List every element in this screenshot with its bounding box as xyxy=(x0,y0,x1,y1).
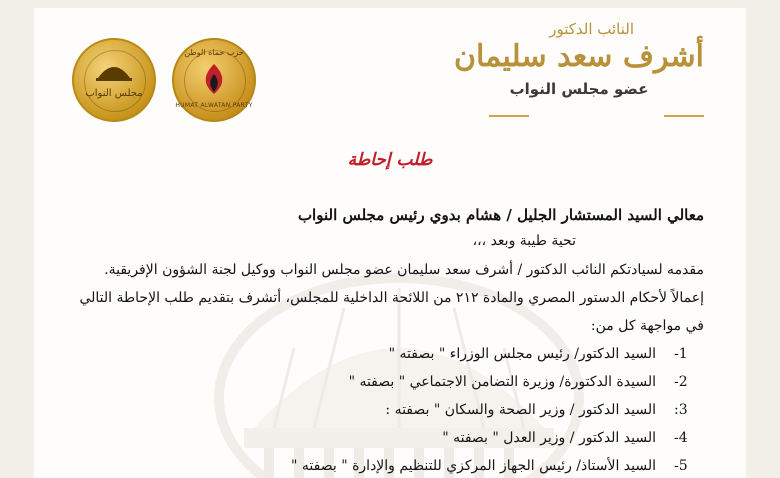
recipient-number: -4 xyxy=(674,430,688,446)
to-line: في مواجهة كل من: xyxy=(590,318,704,334)
mp-title: النائب الدكتور xyxy=(549,20,634,38)
mp-name-block xyxy=(454,20,704,98)
letterhead xyxy=(34,8,746,138)
recipient-number: -5 xyxy=(674,458,688,474)
recipient-text: السيدة الدكتورة/ وزيرة التضامن الاجتماعي " بصفته " xyxy=(348,374,656,390)
recipient-text: السيد الدكتور/ رئيس مجلس الوزراء " بصفته " xyxy=(388,346,656,362)
recipient-item xyxy=(64,458,704,478)
recipient-number: -1 xyxy=(674,346,688,362)
intro-line: مقدمه لسيادتكم النائب الدكتور / أشرف سعد سليمان عضو مجلس النواب ووكيل لجنة الشؤون الإفريقية. xyxy=(104,262,704,278)
mp-name: أشرف سعد سليمان xyxy=(453,39,704,74)
recipient-item xyxy=(64,430,704,454)
parliament-seal-text: مجلس النواب xyxy=(85,88,143,99)
addressee-line: معالي السيد المستشار الجليل / هشام بدوي رئيس مجلس النواب xyxy=(297,206,704,224)
document-title: طلب إحاطة xyxy=(347,150,433,170)
recipient-number: :3 xyxy=(674,402,688,418)
recipient-number: -2 xyxy=(674,374,688,390)
letter-page xyxy=(34,8,746,478)
reference-line: إعمالاً لأحكام الدستور المصري والمادة ٢١٢ من اللائحة الداخلية للمجلس، أتشرف بتقديم طلب الإحاطة التالي xyxy=(79,290,704,306)
greeting-line: تحية طيبة وبعد ،،، xyxy=(472,233,576,249)
mp-role: عضو مجلس النواب xyxy=(509,80,649,98)
dome-icon xyxy=(94,56,134,82)
recipient-text: السيد الدكتور / وزير الصحة والسكان " بصفته : xyxy=(385,402,656,418)
role-divider-left xyxy=(489,115,529,117)
recipient-text: السيد الدكتور / وزير العدل " بصفته " xyxy=(442,430,656,446)
role-divider-right xyxy=(664,115,704,117)
party-seal-text: حزب حماة الوطن xyxy=(184,48,244,57)
parliament-seal-logo xyxy=(72,38,156,122)
flame-emblem-icon xyxy=(198,62,230,96)
recipient-item xyxy=(64,346,704,370)
party-seal-latin: HUMAT ALWATAN PARTY xyxy=(175,102,253,109)
recipient-item xyxy=(64,402,704,426)
party-seal-logo xyxy=(172,38,256,122)
recipient-item xyxy=(64,374,704,398)
recipient-text: السيد الأستاذ/ رئيس الجهاز المركزي للتنظيم والإدارة " بصفته " xyxy=(291,458,656,474)
